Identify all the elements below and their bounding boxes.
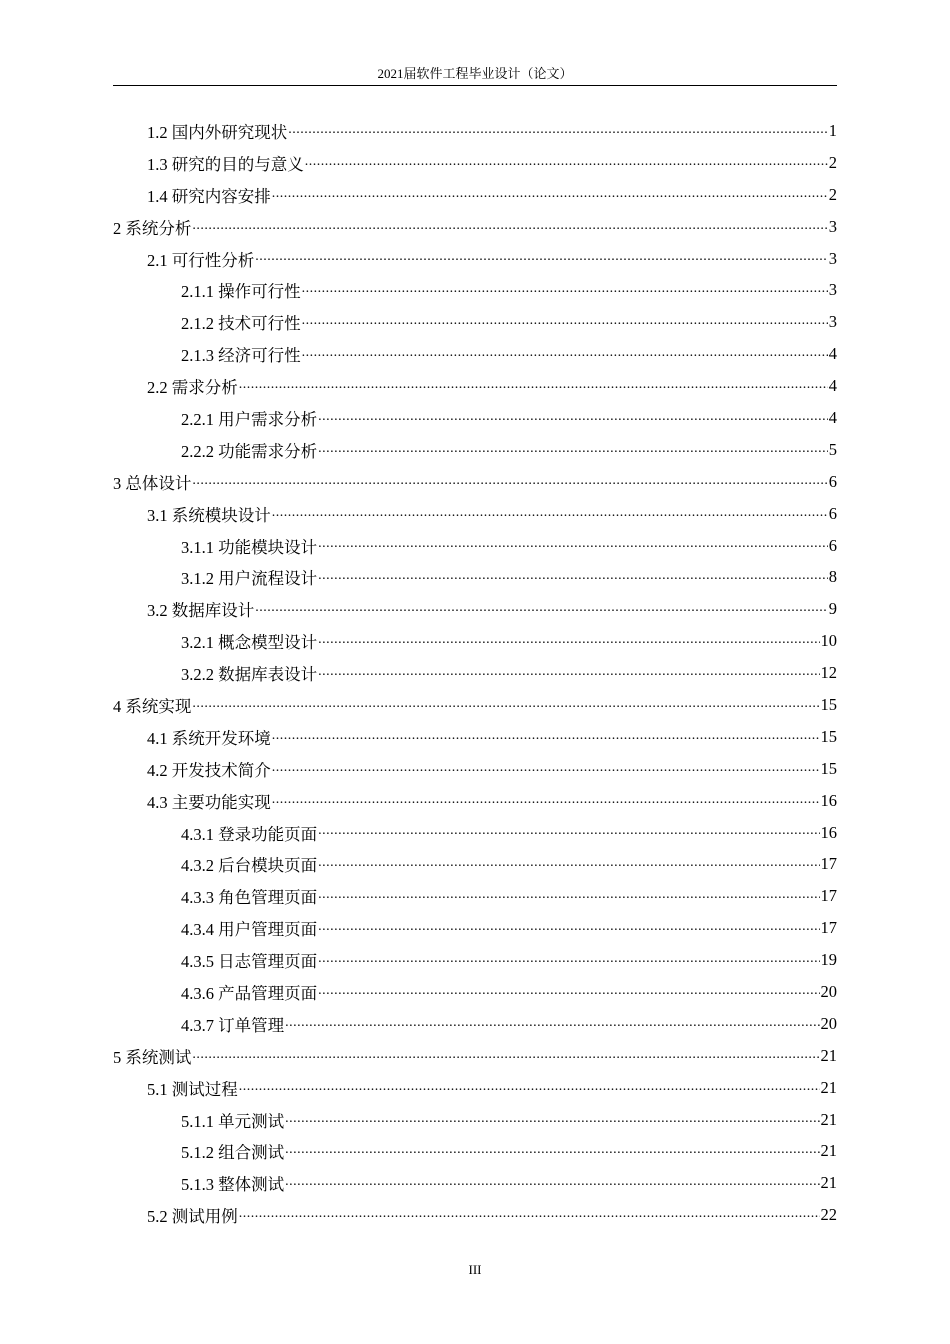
toc-entry-label: 4.1 系统开发环境 (147, 728, 271, 748)
toc-dot-leader (305, 150, 828, 170)
toc-entry-page: 20 (820, 981, 837, 1001)
toc-dot-leader (272, 724, 820, 744)
toc-entry[interactable] (113, 1167, 837, 1199)
toc-dot-leader (285, 1170, 819, 1190)
toc-dot-leader (192, 1043, 819, 1063)
toc-entry[interactable] (113, 179, 837, 211)
toc-dot-leader (272, 756, 820, 776)
toc-entry-page: 22 (820, 1205, 837, 1225)
toc-entry-page: 17 (820, 918, 837, 938)
toc-entry-page: 4 (828, 344, 837, 364)
toc-entry-label: 4.3.2 后台模块页面 (181, 856, 318, 876)
toc-entry-label: 3.1.1 功能模块设计 (181, 537, 318, 557)
toc-dot-leader (192, 469, 827, 489)
toc-entry-label: 2.2.1 用户需求分析 (181, 409, 318, 429)
toc-entry-page: 6 (828, 535, 837, 555)
toc-entry-label: 3.2.1 概念模型设计 (181, 633, 318, 653)
toc-entry[interactable] (113, 243, 837, 275)
toc-dot-leader (318, 851, 819, 871)
toc-entry-label: 4.3.6 产品管理页面 (181, 983, 318, 1003)
toc-entry-label: 5.1.1 单元测试 (181, 1111, 285, 1131)
page-number: III (468, 1262, 482, 1277)
toc-dot-leader (318, 915, 819, 935)
toc-entry[interactable] (113, 657, 837, 689)
toc-entry[interactable] (113, 1136, 837, 1168)
toc-entry-page: 21 (820, 1045, 837, 1065)
toc-entry[interactable] (113, 976, 837, 1008)
toc-dot-leader (285, 1138, 819, 1158)
toc-entry-page: 21 (820, 1077, 837, 1097)
toc-entry[interactable] (113, 753, 837, 785)
header-rule (113, 85, 837, 86)
toc-dot-leader (272, 788, 820, 808)
toc-entry-label: 3.1 系统模块设计 (147, 505, 271, 525)
toc-entry[interactable] (113, 530, 837, 562)
toc-entry[interactable] (113, 274, 837, 306)
toc-entry-label: 5.2 测试用例 (147, 1207, 238, 1227)
toc-entry-label: 4.3.3 角色管理页面 (181, 888, 318, 908)
toc-entry-label: 3.2.2 数据库表设计 (181, 665, 318, 685)
toc-entry[interactable] (113, 912, 837, 944)
toc-entry-page: 2 (828, 152, 837, 172)
toc-entry-page: 15 (820, 694, 837, 714)
toc-dot-leader (255, 596, 828, 616)
toc-entry-label: 5 系统测试 (113, 1047, 192, 1067)
toc-entry-label: 5.1 测试过程 (147, 1079, 238, 1099)
table-of-contents (113, 115, 837, 1231)
toc-entry[interactable] (113, 721, 837, 753)
toc-entry-label: 3.1.2 用户流程设计 (181, 569, 318, 589)
toc-dot-leader (272, 182, 828, 202)
toc-entry[interactable] (113, 880, 837, 912)
toc-entry-label: 1.3 研究的目的与意义 (147, 154, 304, 174)
toc-entry[interactable] (113, 338, 837, 370)
toc-dot-leader (285, 1107, 819, 1127)
toc-entry[interactable] (113, 498, 837, 530)
toc-entry-page: 9 (828, 599, 837, 619)
toc-dot-leader (272, 501, 828, 521)
toc-dot-leader (318, 628, 819, 648)
toc-entry[interactable] (113, 1072, 837, 1104)
toc-entry[interactable] (113, 785, 837, 817)
toc-dot-leader (302, 277, 828, 297)
toc-entry-page: 1 (828, 120, 837, 140)
toc-entry-page: 17 (820, 886, 837, 906)
toc-entry-label: 2.2 需求分析 (147, 378, 238, 398)
toc-entry-page: 17 (820, 854, 837, 874)
toc-entry-label: 4.3.5 日志管理页面 (181, 952, 318, 972)
toc-dot-leader (285, 1011, 819, 1031)
toc-entry-page: 3 (828, 280, 837, 300)
toc-entry-label: 4.3.1 登录功能页面 (181, 824, 318, 844)
toc-entry-page: 6 (828, 471, 837, 491)
toc-dot-leader (318, 532, 828, 552)
toc-entry-label: 5.1.2 组合测试 (181, 1143, 285, 1163)
toc-entry[interactable] (113, 593, 837, 625)
toc-entry[interactable] (113, 625, 837, 657)
toc-entry-page: 20 (820, 1013, 837, 1033)
toc-entry-page: 16 (820, 790, 837, 810)
toc-entry-page: 5 (828, 439, 837, 459)
toc-entry-page: 15 (820, 758, 837, 778)
toc-dot-leader (318, 979, 819, 999)
toc-entry-label: 4.3 主要功能实现 (147, 792, 271, 812)
toc-entry-page: 16 (820, 822, 837, 842)
toc-entry-label: 4.3.4 用户管理页面 (181, 920, 318, 940)
toc-entry[interactable] (113, 1008, 837, 1040)
toc-entry[interactable] (113, 402, 837, 434)
toc-entry[interactable] (113, 1040, 837, 1072)
toc-dot-leader (318, 437, 828, 457)
toc-dot-leader (192, 692, 819, 712)
toc-entry-label: 2.1.2 技术可行性 (181, 314, 301, 334)
toc-entry-page: 15 (820, 726, 837, 746)
toc-entry-label: 1.2 国内外研究现状 (147, 122, 288, 142)
toc-entry-label: 2.1.1 操作可行性 (181, 282, 301, 302)
toc-entry-label: 3.2 数据库设计 (147, 601, 255, 621)
toc-entry[interactable] (113, 1199, 837, 1231)
toc-dot-leader (239, 1075, 820, 1095)
toc-entry[interactable] (113, 147, 837, 179)
toc-entry-label: 2.1.3 经济可行性 (181, 346, 301, 366)
toc-dot-leader (288, 118, 828, 138)
page-header: 2021届软件工程毕业设计（论文） (377, 66, 573, 81)
toc-entry-label: 4 系统实现 (113, 696, 192, 716)
toc-entry[interactable] (113, 944, 837, 976)
toc-dot-leader (255, 245, 828, 265)
toc-entry[interactable] (113, 1104, 837, 1136)
toc-dot-leader (318, 564, 828, 584)
toc-entry-label: 3 总体设计 (113, 473, 192, 493)
toc-entry-page: 6 (828, 503, 837, 523)
toc-entry[interactable] (113, 848, 837, 880)
toc-dot-leader (239, 373, 828, 393)
toc-entry-label: 5.1.3 整体测试 (181, 1175, 285, 1195)
toc-entry-page: 3 (828, 216, 837, 236)
toc-entry-label: 1.4 研究内容安排 (147, 186, 271, 206)
toc-entry[interactable] (113, 115, 837, 147)
toc-entry-label: 4.2 开发技术简介 (147, 760, 271, 780)
toc-entry-label: 2 系统分析 (113, 218, 192, 238)
toc-entry[interactable] (113, 689, 837, 721)
toc-entry[interactable] (113, 211, 837, 243)
toc-entry[interactable] (113, 561, 837, 593)
toc-entry[interactable] (113, 370, 837, 402)
toc-entry[interactable] (113, 306, 837, 338)
toc-entry-page: 21 (820, 1173, 837, 1193)
toc-entry-label: 2.1 可行性分析 (147, 250, 255, 270)
toc-entry-page: 3 (828, 312, 837, 332)
toc-entry-page: 21 (820, 1109, 837, 1129)
toc-entry-label: 4.3.7 订单管理 (181, 1015, 285, 1035)
toc-entry-page: 4 (828, 407, 837, 427)
toc-dot-leader (318, 660, 819, 680)
toc-entry[interactable] (113, 466, 837, 498)
toc-entry-page: 10 (820, 631, 837, 651)
toc-dot-leader (318, 819, 819, 839)
toc-entry-page: 4 (828, 376, 837, 396)
toc-entry-page: 2 (828, 184, 837, 204)
toc-dot-leader (302, 341, 828, 361)
toc-entry-page: 3 (828, 248, 837, 268)
toc-dot-leader (302, 309, 828, 329)
toc-entry-page: 21 (820, 1141, 837, 1161)
toc-dot-leader (318, 883, 819, 903)
toc-entry-page: 12 (820, 663, 837, 683)
toc-dot-leader (239, 1202, 820, 1222)
toc-entry[interactable] (113, 817, 837, 849)
toc-entry[interactable] (113, 434, 837, 466)
toc-dot-leader (318, 947, 819, 967)
toc-dot-leader (192, 214, 827, 234)
toc-entry-page: 8 (828, 567, 837, 587)
toc-entry-label: 2.2.2 功能需求分析 (181, 441, 318, 461)
toc-dot-leader (318, 405, 828, 425)
toc-entry-page: 19 (820, 950, 837, 970)
